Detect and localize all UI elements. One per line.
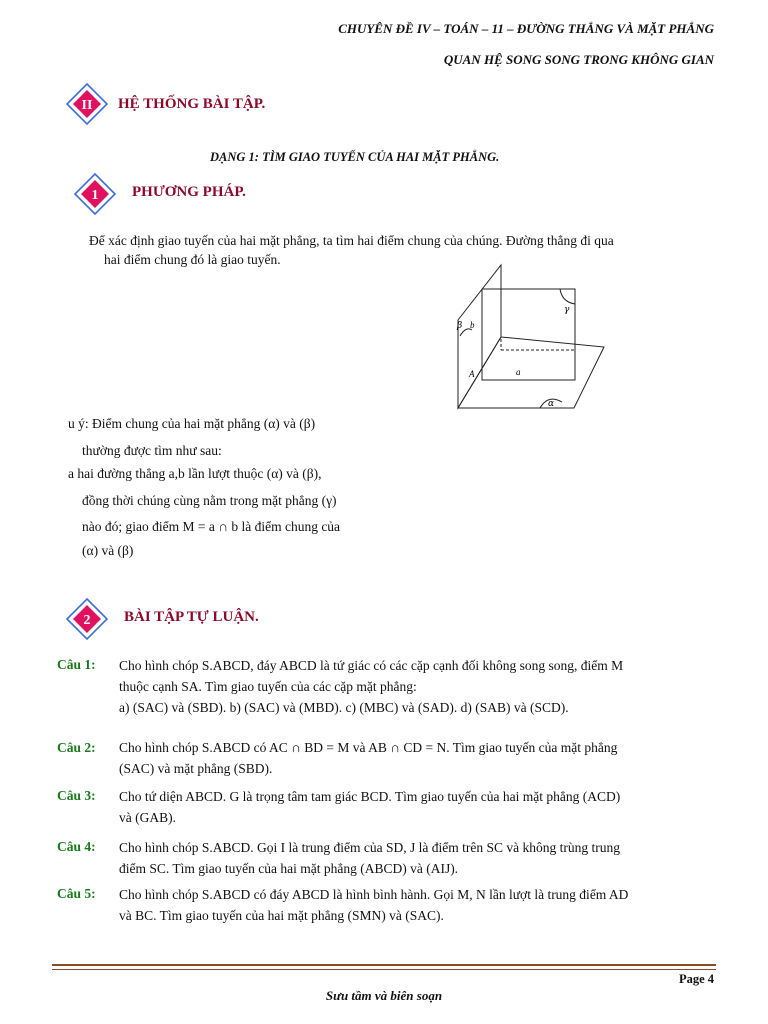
note-line-1: u ý: Điểm chung của hai mặt phẳng (α) và (β): [68, 416, 316, 431]
section-badge-2: [66, 598, 108, 640]
question-line: Cho tứ diện ABCD. G là trọng tâm tam giác BCD. Tìm giao tuyến của hai mặt phẳng (ACD): [119, 789, 621, 804]
method-paragraph-line2: hai điểm chung đó là giao tuyến.: [104, 252, 281, 267]
badge-ii-text: II: [81, 98, 93, 113]
footer-divider: [52, 964, 716, 966]
section-ii-title: HỆ THỐNG BÀI TẬP.: [118, 96, 266, 112]
section-2-title: BÀI TẬP TỰ LUẬN.: [124, 609, 259, 625]
label-a: a: [516, 367, 521, 377]
question-line: thuộc cạnh SA. Tìm giao tuyến của các cặp mặt phẳng:: [119, 679, 417, 694]
question-line: Cho hình chóp S.ABCD, đáy ABCD là tứ giác có các cặp cạnh đối không song song, điểm M: [119, 658, 624, 673]
note-line-6: (α) và (β): [82, 543, 134, 558]
header-subtitle: QUAN HỆ SONG SONG TRONG KHÔNG GIAN: [443, 52, 714, 67]
question-line: (SAC) và mặt phẳng (SBD).: [119, 761, 273, 776]
question-line: và (GAB).: [119, 810, 176, 825]
question-label: Câu 4:: [57, 839, 96, 854]
label-alpha: α: [548, 399, 555, 409]
question-text: [119, 786, 620, 828]
note-line-4: đồng thời chúng cùng nằm trong mặt phẳng (γ): [82, 493, 337, 508]
note-line-5: nào đó; giao điểm M = a ∩ b là điểm chung của: [82, 519, 341, 534]
label-A: A: [469, 369, 475, 379]
question-text: [119, 837, 620, 879]
badge-1-text: 1: [91, 188, 99, 203]
label-gamma: γ: [564, 305, 570, 315]
question-line: Cho hình chóp S.ABCD có đáy ABCD là hình bình hành. Gọi M, N lần lượt là trung điểm AD: [119, 887, 629, 902]
section-badge-ii: [66, 83, 108, 125]
planes-figure: [452, 262, 610, 410]
footer-divider-thin: [52, 969, 716, 970]
header-title: CHUYÊN ĐỀ IV – TOÁN – 11 – ĐƯỜNG THẲNG VÀ MẶT PHẲNG: [338, 21, 714, 36]
footer-credit: Sưu tầm và biên soạn: [325, 988, 443, 1003]
note-line-2: thường được tìm như sau:: [82, 443, 222, 458]
question-label: Câu 5:: [57, 886, 96, 901]
badge-2-text: 2: [83, 613, 91, 628]
label-beta: β: [457, 321, 463, 331]
question-line: điểm SC. Tìm giao tuyến của hai mặt phẳng (ABCD) và (AIJ).: [119, 861, 459, 876]
section-1-title: PHƯƠNG PHÁP.: [132, 184, 246, 200]
question-label: Câu 1:: [57, 657, 96, 672]
method-paragraph-line1: Để xác định giao tuyến của hai mặt phẳng, ta tìm hai điểm chung của chúng. Đường thẳng đi qua: [89, 233, 614, 248]
question-label: Câu 2:: [57, 740, 96, 755]
question-line: Cho hình chóp S.ABCD có AC ∩ BD = M và AB ∩ CD = N. Tìm giao tuyến của mặt phẳng: [119, 740, 618, 755]
question-line: a) (SAC) và (SBD). b) (SAC) và (MBD). c) (MBC) và (SAD). d) (SAB) và (SCD).: [119, 700, 569, 715]
question-text: [119, 884, 628, 926]
question-text: [119, 655, 623, 718]
page-number: Page 4: [678, 972, 714, 986]
question-text: [119, 737, 617, 779]
question-line: và BC. Tìm giao tuyến của hai mặt phẳng (SMN) và (SAC).: [119, 908, 444, 923]
question-line: Cho hình chóp S.ABCD. Gọi I là trung điểm của SD, J là điểm trên SC và không trùng trung: [119, 840, 620, 855]
note-line-3: a hai đường thẳng a,b lần lượt thuộc (α) và (β),: [68, 466, 322, 481]
section-badge-1: [74, 173, 116, 215]
label-b: b: [470, 320, 475, 330]
question-label: Câu 3:: [57, 788, 96, 803]
dang-1-heading: DẠNG 1: TÌM GIAO TUYẾN CỦA HAI MẶT PHẲNG.: [210, 150, 500, 164]
